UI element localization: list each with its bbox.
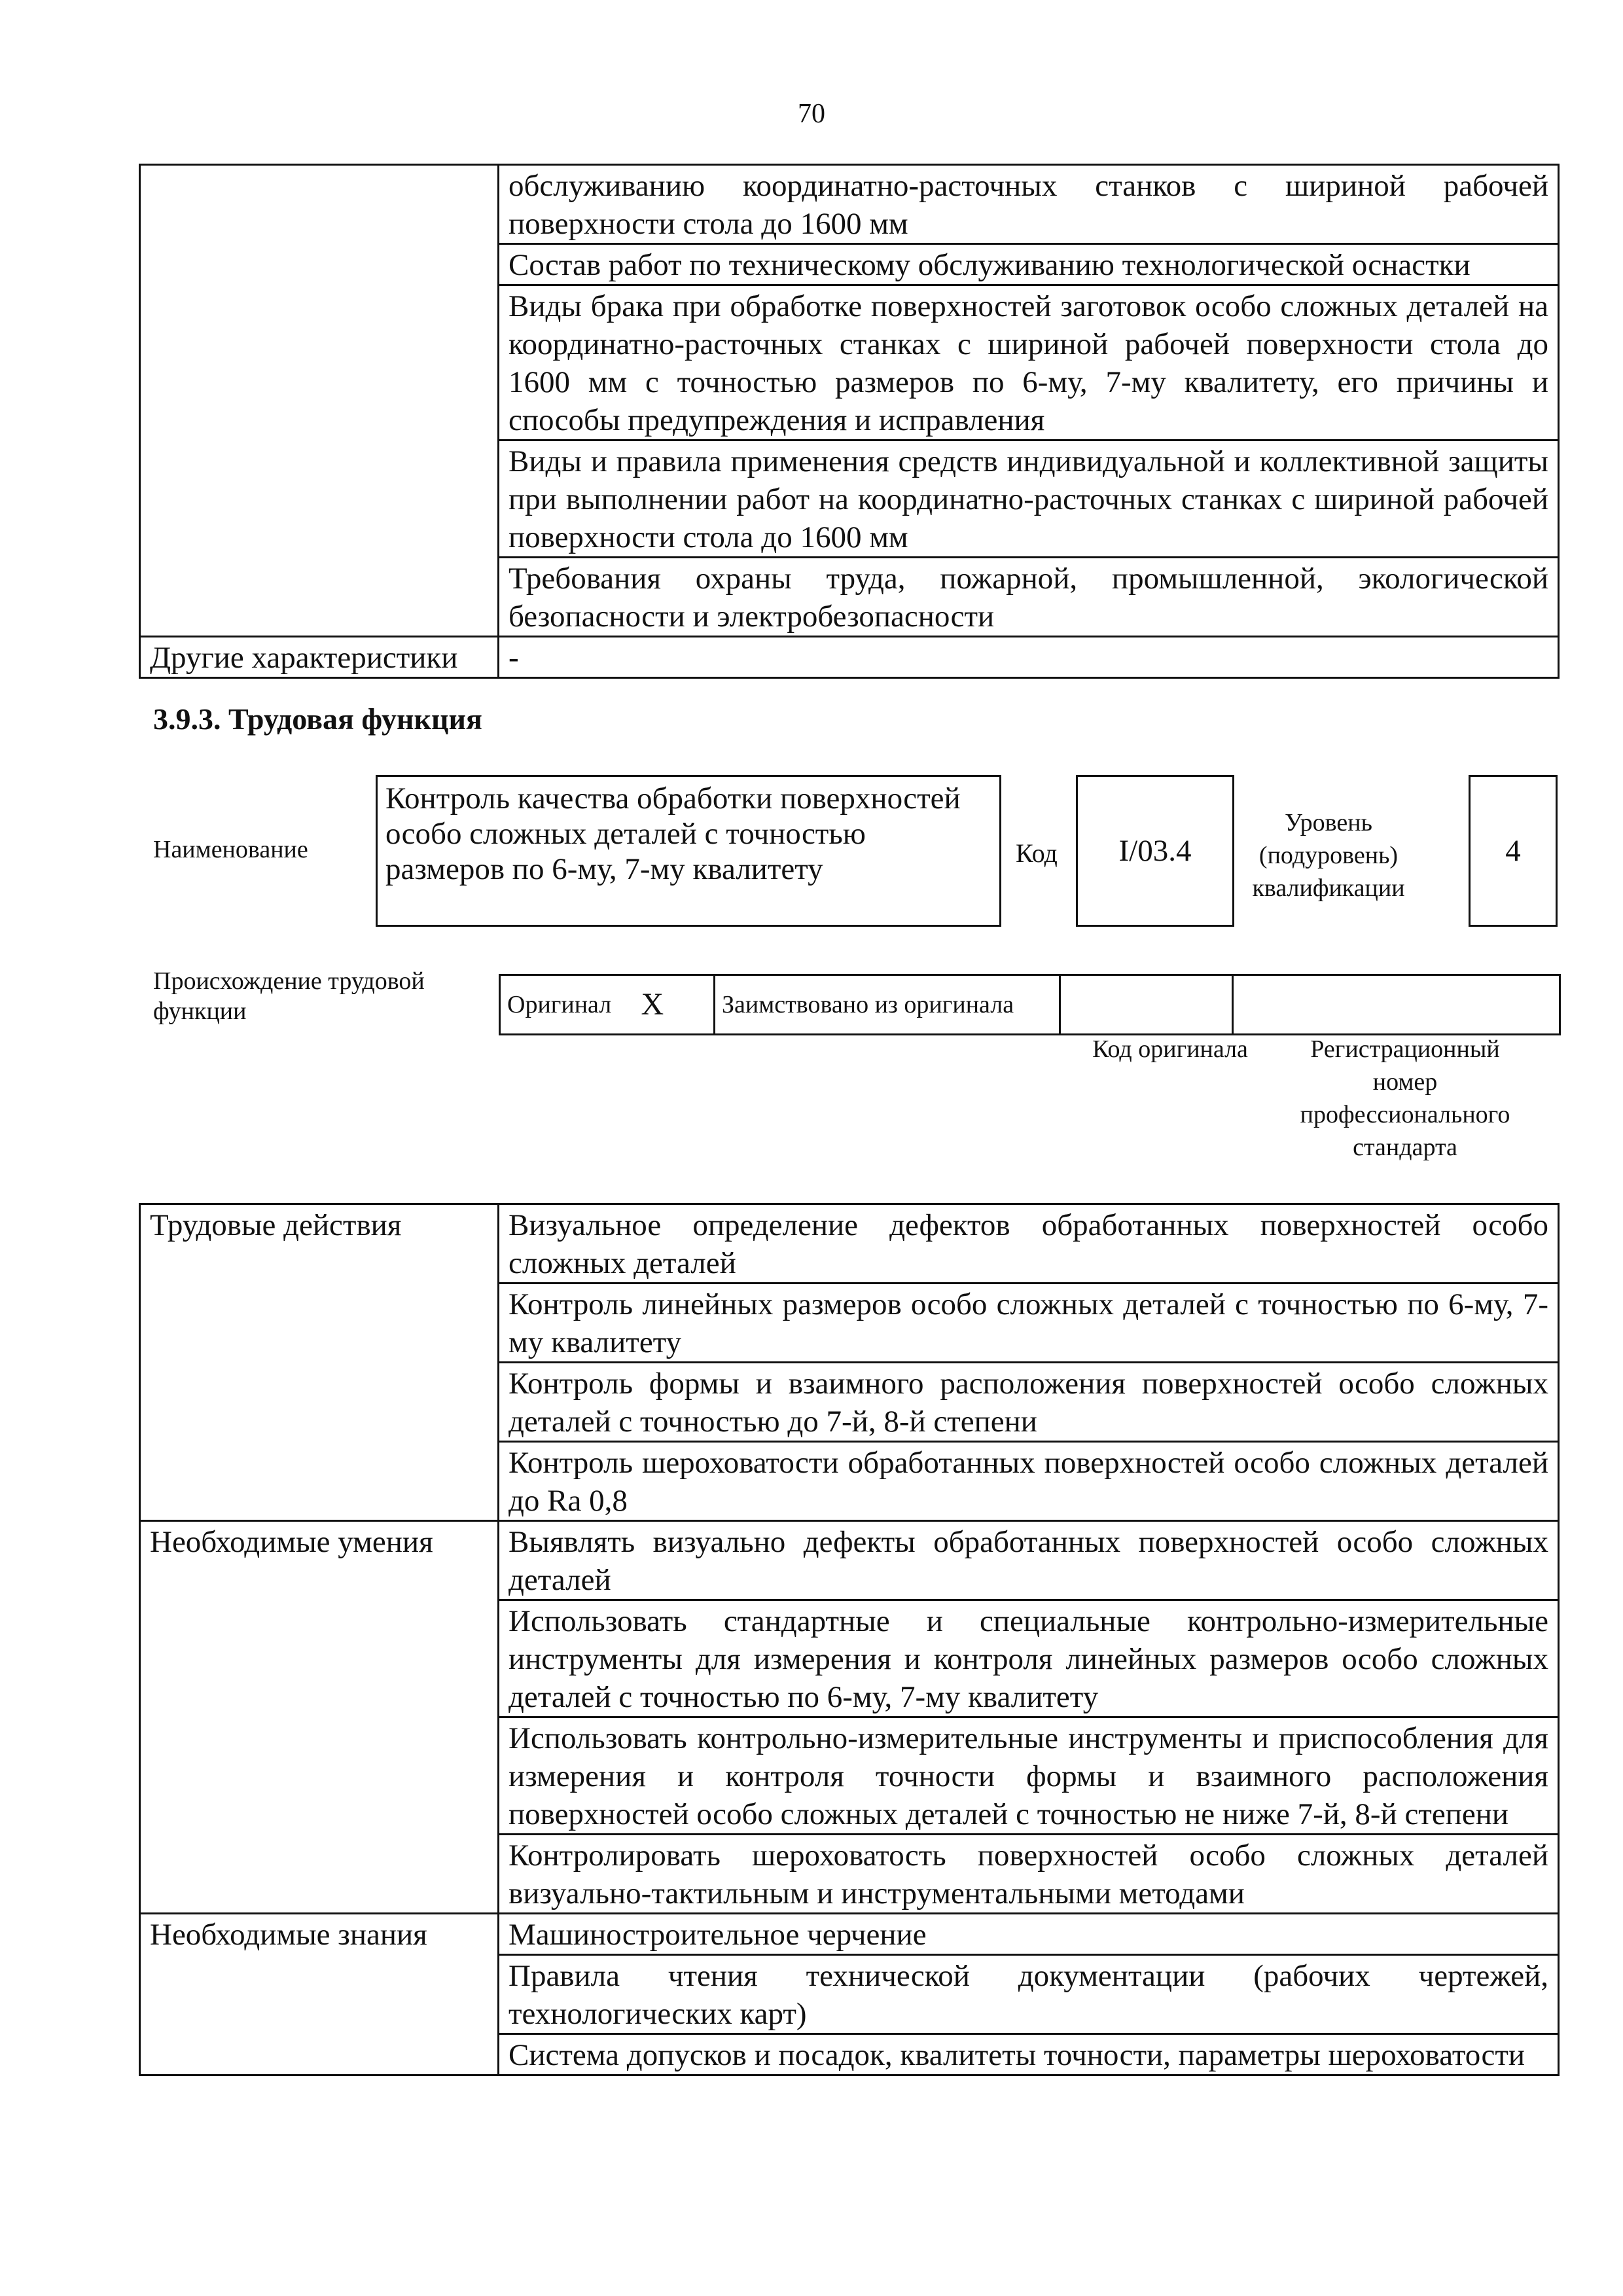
table-cell: Контроль шероховатости обработанных поверхностей особо сложных деталей до Ra 0,8 <box>499 1442 1559 1521</box>
page-number: 70 <box>798 99 825 129</box>
code-label: Код <box>1016 838 1058 868</box>
table-cell: Правила чтения технической документации (рабочих чертежей, технологических карт) <box>499 1955 1559 2034</box>
table-cell: Выявлять визуально дефекты обработанных поверхностей особо сложных деталей <box>499 1521 1559 1600</box>
table-cell: Виды и правила применения средств индивидуальной и коллективной защиты при выполнении работ на координатно-расточных станках с шириной рабочей поверхности стола до 1600 мм <box>499 440 1559 558</box>
original-mark: X <box>635 975 715 1035</box>
name-label: Наименование <box>153 836 308 863</box>
qualification-level-box <box>1469 775 1558 927</box>
table-row <box>140 165 1559 244</box>
labor-function-table <box>139 1203 1560 2076</box>
table-cell: Контроль линейных размеров особо сложных деталей с точностью по 6-му, 7-му квалитету <box>499 1283 1559 1363</box>
section-label: Трудовые действия <box>140 1204 499 1521</box>
function-name-box <box>376 775 1001 927</box>
table-cell: обслуживанию координатно-расточных станков с шириной рабочей поверхности стола до 1600 мм <box>499 165 1559 244</box>
qualification-level-label: Уровень (подуровень) квалификации <box>1252 809 1405 902</box>
table-cell: Контролировать шероховатость поверхностей особо сложных деталей визуально-тактильным и инструментальными методами <box>499 1835 1559 1914</box>
original-code-caption: Код оригинала <box>1092 1035 1248 1063</box>
row-label-empty <box>140 165 499 637</box>
table-row <box>140 1914 1559 1955</box>
table-cell: Использовать стандартные и специальные контрольно-измерительные инструменты для измерения и контроля линейных размеров особо сложных деталей с точностью по 6-му, 7-му квалитету <box>499 1600 1559 1717</box>
function-code-value: I/03.4 <box>1118 834 1192 868</box>
table-row <box>500 975 1560 1035</box>
table-row <box>140 1204 1559 1283</box>
origin-label: Происхождение трудовой функции <box>153 967 425 1025</box>
table-cell: Требования охраны труда, пожарной, промышленной, экологической безопасности и электробезопасности <box>499 558 1559 637</box>
function-code-box <box>1076 775 1234 927</box>
registration-number-caption: Регистрационный номер профессионального стандарта <box>1300 1035 1510 1161</box>
table-cell: - <box>499 637 1559 678</box>
table-cell: Состав работ по техническому обслуживанию технологической оснастки <box>499 244 1559 285</box>
table-cell: Контроль формы и взаимного расположения поверхностей особо сложных деталей с точностью до 7-й, 8-й степени <box>499 1363 1559 1442</box>
row-label: Другие характеристики <box>140 637 499 678</box>
table-cell: Использовать контрольно-измерительные инструменты и приспособления для измерения и контроля точности формы и взаимного расположения поверхностей особо сложных деталей с точностью не ниже 7-й, 8-й степени <box>499 1717 1559 1835</box>
original-code-cell <box>1060 975 1233 1035</box>
table-cell: Виды брака при обработке поверхностей заготовок особо сложных деталей на координатно-расточных станках с шириной рабочей поверхности стола до 1600 мм с точностью размеров по 6-му, 7-му квалитету, его причины и способы предупреждения и исправления <box>499 285 1559 440</box>
table-cell: Система допусков и посадок, квалитеты точности, параметры шероховатости <box>499 2034 1559 2075</box>
origin-table <box>499 974 1561 1035</box>
table-row <box>140 1521 1559 1600</box>
qualification-level-value: 4 <box>1505 834 1521 868</box>
original-label: Оригинал <box>500 975 635 1035</box>
requirements-table-continued <box>139 164 1560 679</box>
function-name-value: Контроль качества обработки поверхностей особо сложных деталей с точностью размеров по 6-му, 7-му квалитету <box>385 781 961 886</box>
borrowed-label: Заимствовано из оригинала <box>715 975 1060 1035</box>
registration-number-cell <box>1233 975 1560 1035</box>
table-cell: Машиностроительное черчение <box>499 1914 1559 1955</box>
section-label: Необходимые умения <box>140 1521 499 1914</box>
table-cell: Визуальное определение дефектов обработанных поверхностей особо сложных деталей <box>499 1204 1559 1283</box>
section-title: 3.9.3. Трудовая функция <box>153 702 482 736</box>
section-label: Необходимые знания <box>140 1914 499 2075</box>
table-row <box>140 637 1559 678</box>
